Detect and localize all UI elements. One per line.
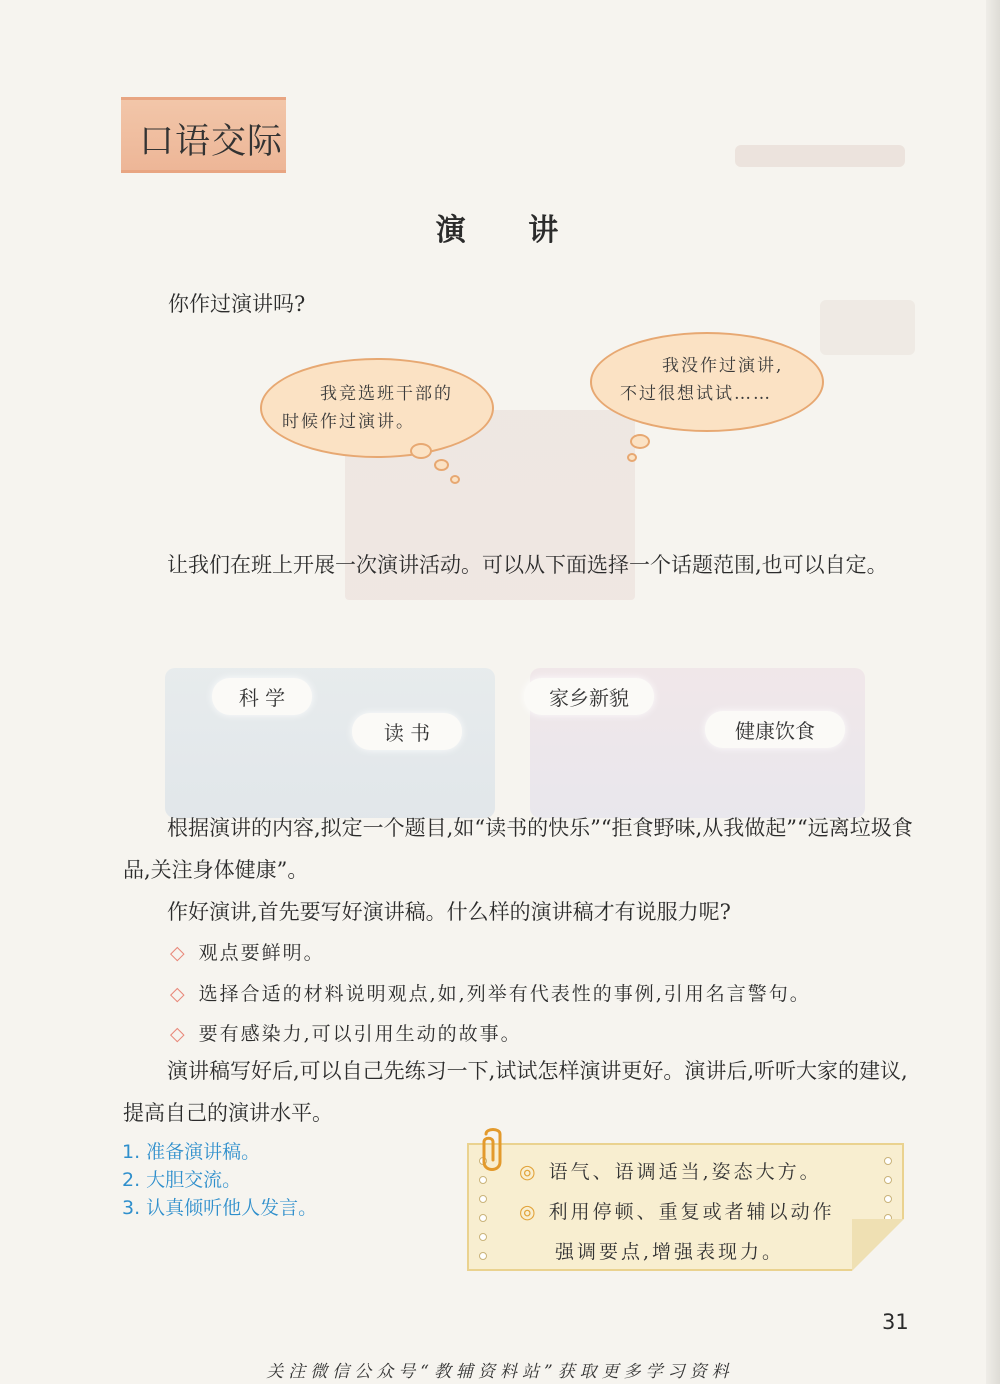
tip-item: 2. 大胆交流。 xyxy=(122,1169,242,1191)
note-line-3 xyxy=(555,1237,784,1264)
bubble-dot xyxy=(434,459,449,471)
paperclip-icon xyxy=(478,1128,518,1178)
bullet-text: 要有感染力,可以引用生动的故事。 xyxy=(198,1023,522,1045)
topic-hometown: 家乡新貌 xyxy=(524,678,654,715)
note-line-2 xyxy=(519,1197,835,1224)
note-text: 利用停顿、重复或者辅以动作 xyxy=(548,1201,835,1223)
page-number: 31 xyxy=(882,1310,909,1334)
tips-list xyxy=(122,1138,317,1222)
note-text: 语气、语调适当,姿态大方。 xyxy=(548,1161,822,1183)
speech-bubble-right xyxy=(590,332,824,432)
note-line-1 xyxy=(519,1157,822,1184)
bubble-left-line-2: 时候作过演讲。 xyxy=(282,412,415,432)
bullseye-icon: ◎ xyxy=(519,1201,539,1223)
tip-item: 1. 准备演讲稿。 xyxy=(122,1141,261,1163)
title-paragraph: 根据演讲的内容,拟定一个题目,如“读书的快乐”“拒食野味,从我做起”“远离垃圾食品,关注身体健康”。 xyxy=(123,816,913,882)
bubble-dot xyxy=(410,443,432,459)
bubble-dot xyxy=(450,475,460,484)
bubble-right-line-1: 我没作过演讲, xyxy=(662,356,784,376)
note-folded-corner xyxy=(852,1219,904,1271)
bullet-item xyxy=(170,938,325,965)
topic-healthy-diet: 健康饮食 xyxy=(705,711,845,748)
bubble-dot xyxy=(630,434,650,449)
page-title: 演 讲 xyxy=(435,213,585,248)
question-text: 你作过演讲吗? xyxy=(168,292,306,316)
script-paragraph: 作好演讲,首先要写好演讲稿。什么样的演讲稿才有说服力呢? xyxy=(167,900,731,924)
bleed-through-shape xyxy=(735,145,905,167)
note-text: 强调要点,增强表现力。 xyxy=(555,1241,785,1263)
bubble-dot xyxy=(627,453,637,462)
tip-item: 3. 认真倾听他人发言。 xyxy=(122,1197,318,1219)
diamond-icon: ◇ xyxy=(170,942,187,964)
bullet-text: 选择合适的材料说明观点,如,列举有代表性的事例,引用名言警句。 xyxy=(198,983,811,1005)
practice-paragraph: 演讲稿写好后,可以自己先练习一下,试试怎样演讲更好。演讲后,听听大家的建议,提高自己的演讲水平。 xyxy=(123,1059,908,1125)
bubble-left-line-1: 我竞选班干部的 xyxy=(320,384,453,404)
footer-watermark: 关注微信公众号“教辅资料站”获取更多学习资料 xyxy=(266,1362,734,1382)
bullet-item xyxy=(170,1019,522,1046)
note-card xyxy=(467,1143,904,1271)
bullet-item xyxy=(170,979,811,1006)
bullet-text: 观点要鲜明。 xyxy=(198,942,325,964)
diamond-icon: ◇ xyxy=(170,983,187,1005)
bubble-right-line-2: 不过很想试试…… xyxy=(620,384,772,404)
intro-paragraph: 让我们在班上开展一次演讲活动。可以从下面选择一个话题范围,也可以自定。 xyxy=(167,553,888,577)
section-badge xyxy=(121,97,286,173)
diamond-icon: ◇ xyxy=(170,1023,187,1045)
topic-reading: 读 书 xyxy=(352,713,462,750)
topic-science: 科 学 xyxy=(212,678,312,715)
section-badge-label: 口语交际 xyxy=(139,122,284,162)
bleed-through-shape xyxy=(820,300,915,355)
speech-bubble-left xyxy=(260,358,494,458)
bullseye-icon: ◎ xyxy=(519,1161,539,1183)
